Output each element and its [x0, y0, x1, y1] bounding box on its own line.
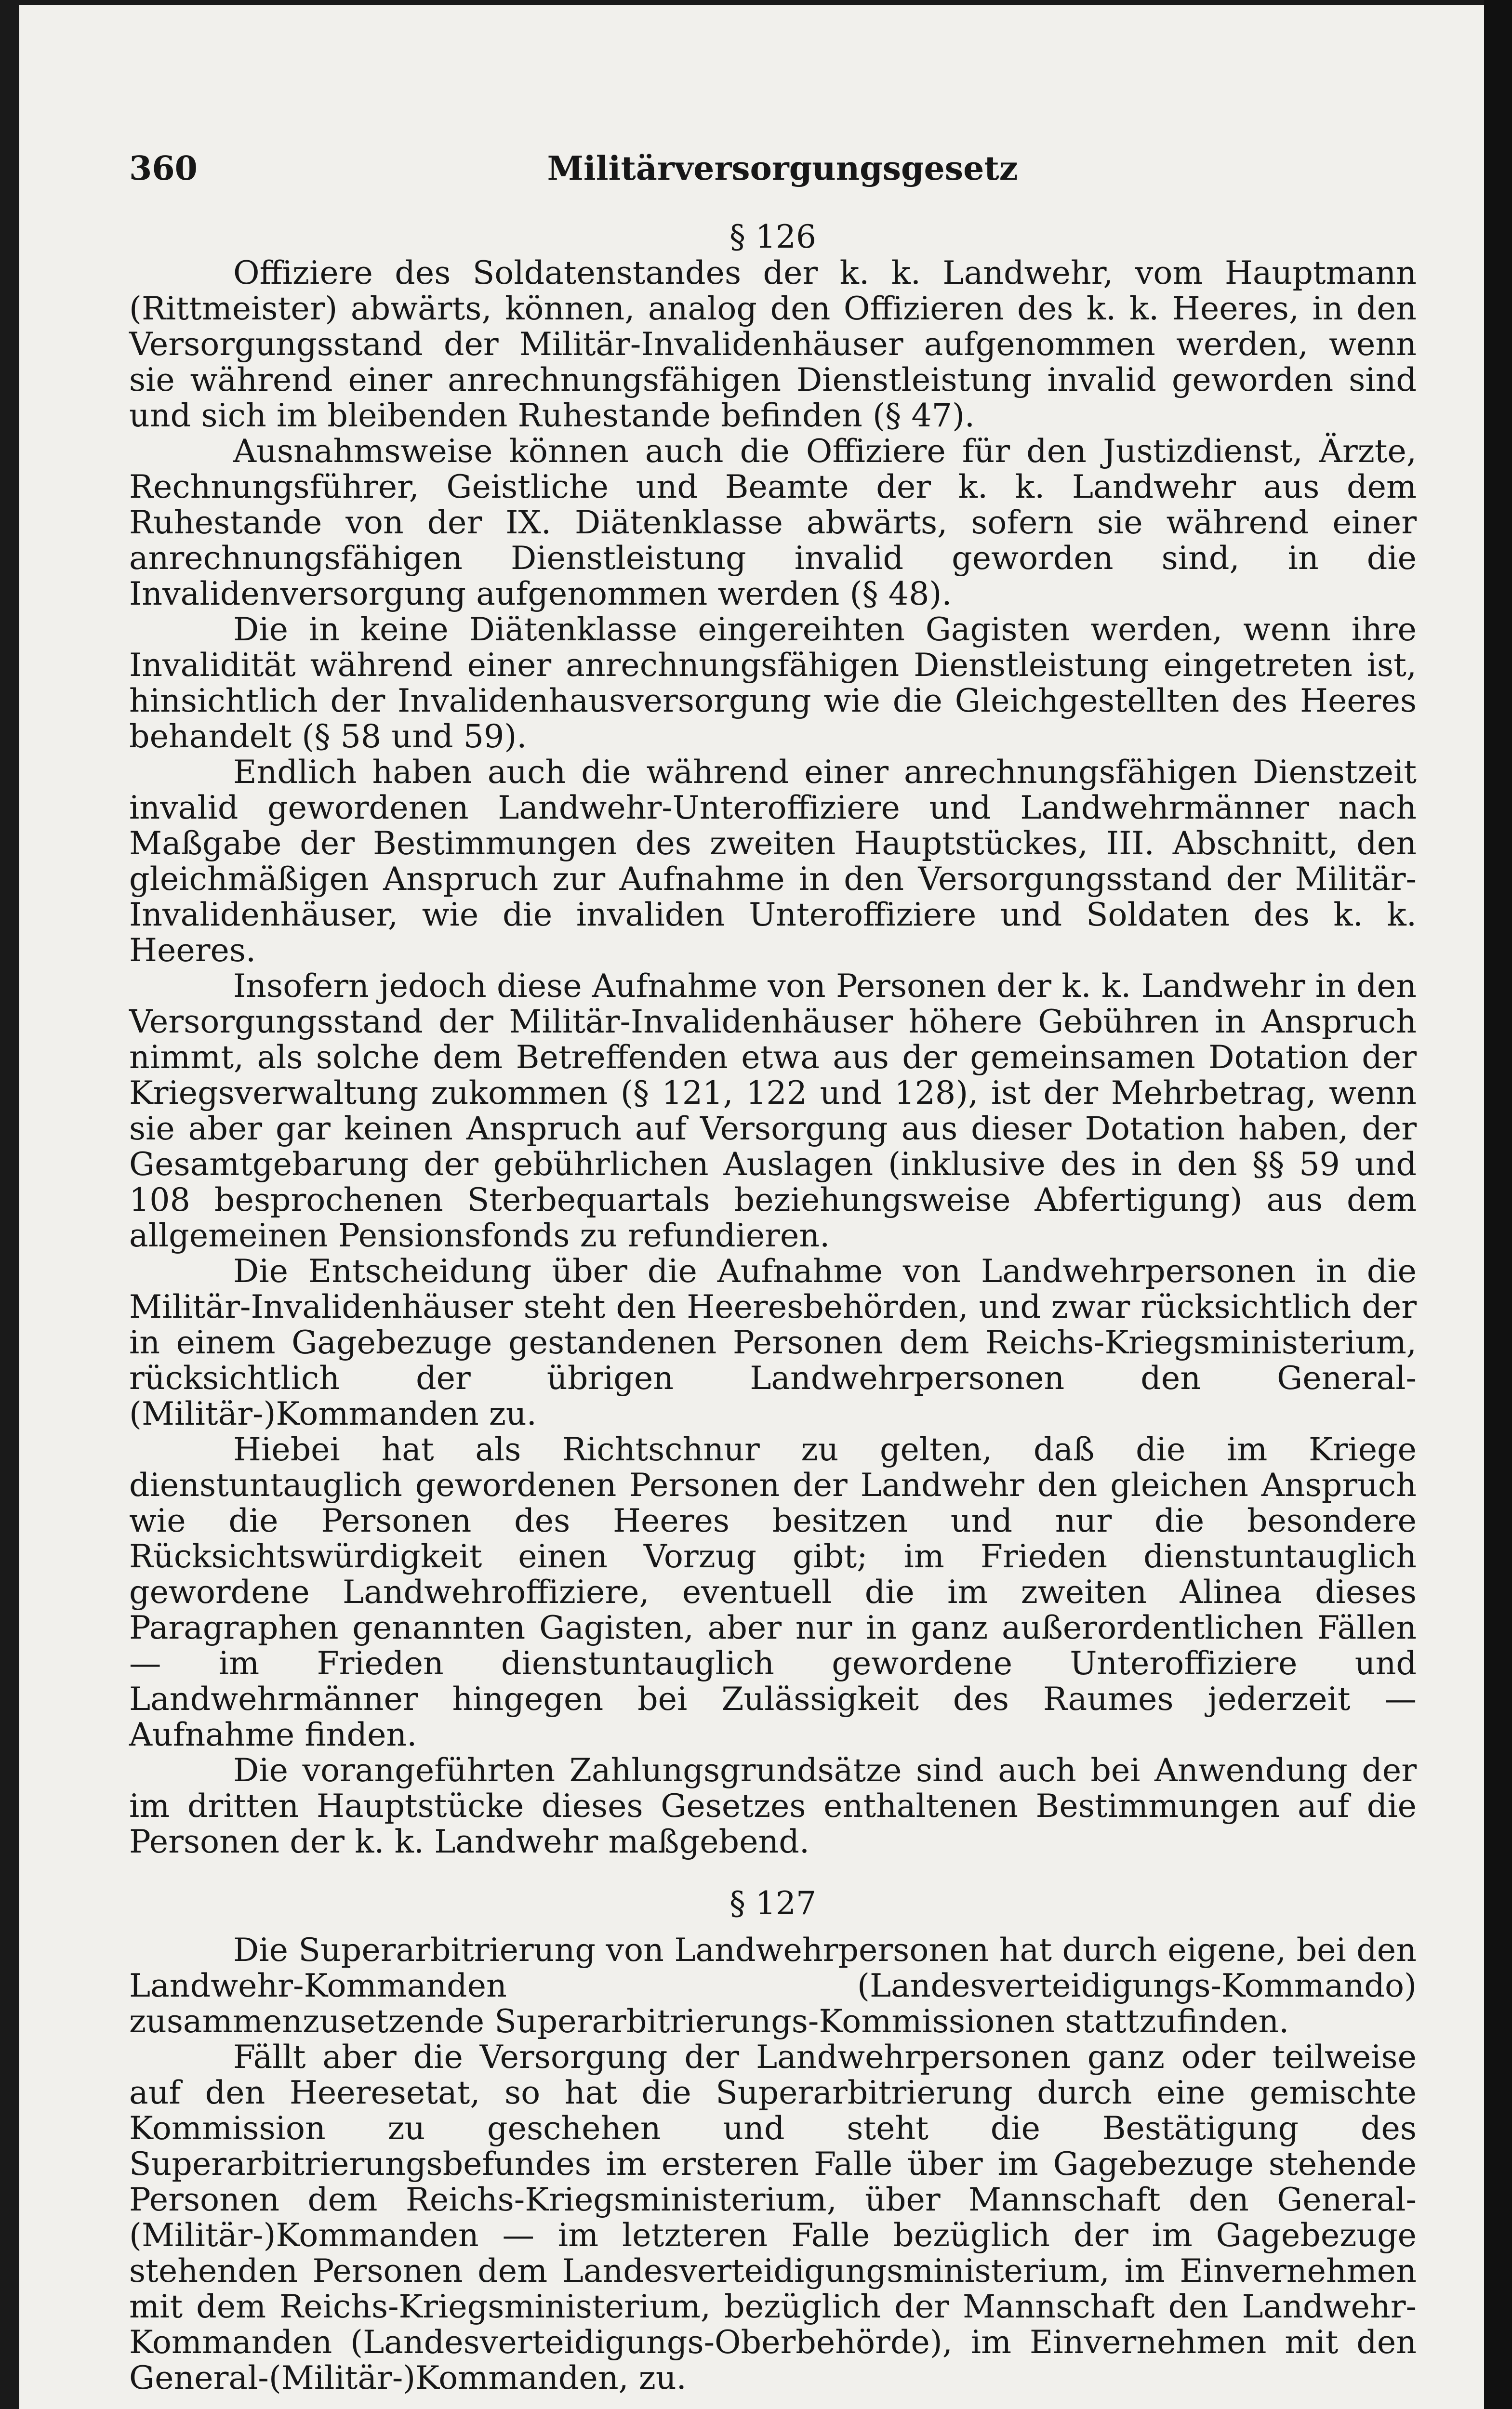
section-126: [129, 219, 1417, 1859]
paragraph: Offiziere des Soldatenstandes der k. k. Landwehr, vom Hauptmann (Rittmeister) abwärts, können, analog den Offizieren des k. k. Heeres, in den Versorgungsstand der Militär-Invalidenhäuser aufgenommen werden, wenn sie während einer anrechnungsfähigen Dienstleistung invalid geworden sind und sich im bleibenden Ruhestande befinden (§ 47).: [129, 254, 1417, 434]
section-heading: § 127: [729, 1885, 816, 1922]
paragraph: Hiebei hat als Richtschnur zu gelten, daß die im Kriege dienstuntauglich gewordenen Personen der Landwehr den gleichen Anspruch wie die Personen des Heeres besitzen und nur die besondere Rücksichtswürdigkeit einen Vorzug gibt; im Frieden dienstuntauglich gewordene Landwehroffiziere, eventuell die im zweiten Alinea dieses Paragraphen genannten Gagisten, aber nur in ganz außerordentlichen Fällen — im Frieden dienstuntauglich gewordene Unteroffiziere und Landwehrmänner hingegen bei Zulässigkeit des Raumes jederzeit — Aufnahme finden.: [129, 1430, 1417, 1753]
section-127: [129, 1886, 1417, 2396]
running-title: Militärversorgungsgesetz: [547, 149, 1018, 188]
paragraph: Die in keine Diätenklasse eingereihten Gagisten werden, wenn ihre Invalidität während einer anrechnungsfähigen Dienstleistung eingetreten ist, hinsichtlich der Invalidenhausversorgung wie die Gleichgestellten des Heeres behandelt (§ 58 und 59).: [129, 610, 1417, 755]
paragraph: Die Entscheidung über die Aufnahme von Landwehrpersonen in die Militär-Invalidenhäuser steht den Heeresbehörden, und zwar rücksichtlich der in einem Gagebezuge gestandenen Personen dem Reichs-Kriegsministerium, rücksichtlich der übrigen Landwehrpersonen den General-(Militär-)Kommanden zu.: [129, 1252, 1417, 1432]
paragraph: Endlich haben auch die während einer anrechnungsfähigen Dienstzeit invalid gewordenen Landwehr-Unteroffiziere und Landwehrmänner nach Maßgabe der Bestimmungen des zweiten Hauptstückes, III. Abschnitt, den gleichmäßigen Anspruch zur Aufnahme in den Versorgungsstand der Militär-Invalidenhäuser, wie die invaliden Unteroffiziere und Soldaten des k. k. Heeres.: [129, 753, 1417, 969]
paragraph: Ausnahmsweise können auch die Offiziere für den Justizdienst, Ärzte, Rechnungsführer, Geistliche und Beamte der k. k. Landwehr aus dem Ruhestande von der IX. Diätenklasse abwärts, sofern sie während einer anrechnungsfähigen Dienstleistung invalid geworden sind, in die Invalidenversorgung aufgenommen werden (§ 48).: [129, 432, 1417, 612]
scan-edge: [1484, 0, 1512, 2409]
paragraph: Die Superarbitrierung von Landwehrpersonen hat durch eigene, bei den Landwehr-Kommanden (Landesverteidigungs-Kommando) zusammenzusetzende Superarbitrierungs-Kommissionen stattzufinden.: [129, 1931, 1417, 2040]
paragraph: Die vorangeführten Zahlungsgrundsätze sind auch bei Anwendung der im dritten Hauptstücke dieses Gesetzes enthaltenen Bestimmungen auf die Personen der k. k. Landwehr maßgebend.: [129, 1751, 1417, 1860]
section-heading: § 126: [729, 218, 816, 255]
book-page: [19, 5, 1484, 2409]
page-header: [129, 145, 1417, 198]
paragraph: Insofern jedoch diese Aufnahme von Personen der k. k. Landwehr in den Versorgungsstand der Militär-Invalidenhäuser höhere Gebühren in Anspruch nimmt, als solche dem Betreffenden etwa aus der gemeinsamen Dotation der Kriegsverwaltung zukommen (§ 121, 122 und 128), ist der Mehrbetrag, wenn sie aber gar keinen Anspruch auf Versorgung aus dieser Dotation haben, der Gesamtgebarung der gebührlichen Auslagen (inklusive des in den §§ 59 und 108 besprochenen Sterbequartals beziehungsweise Abfertigung) aus dem allgemeinen Pensionsfonds zu refundieren.: [129, 967, 1417, 1254]
page-body: [129, 219, 1417, 2396]
page-number: 360: [129, 149, 198, 188]
paragraph: Fällt aber die Versorgung der Landwehrpersonen ganz oder teilweise auf den Heeresetat, so hat die Superarbitrierung durch eine gemischte Kommission zu geschehen und steht die Bestätigung des Superarbitrierungsbefundes im ersteren Falle über im Gagebezuge stehende Personen dem Reichs-Kriegsministerium, über Mannschaft den General-(Militär-)Kommanden — im letzteren Falle bezüglich der im Gagebezuge stehenden Personen dem Landesverteidigungsministerium, im Einvernehmen mit dem Reichs-Kriegsministerium, bezüglich der Mannschaft den Landwehr-Kommanden (Landesverteidigungs-Oberbehörde), im Einvernehmen mit den General-(Militär-)Kommanden, zu.: [129, 2038, 1417, 2396]
